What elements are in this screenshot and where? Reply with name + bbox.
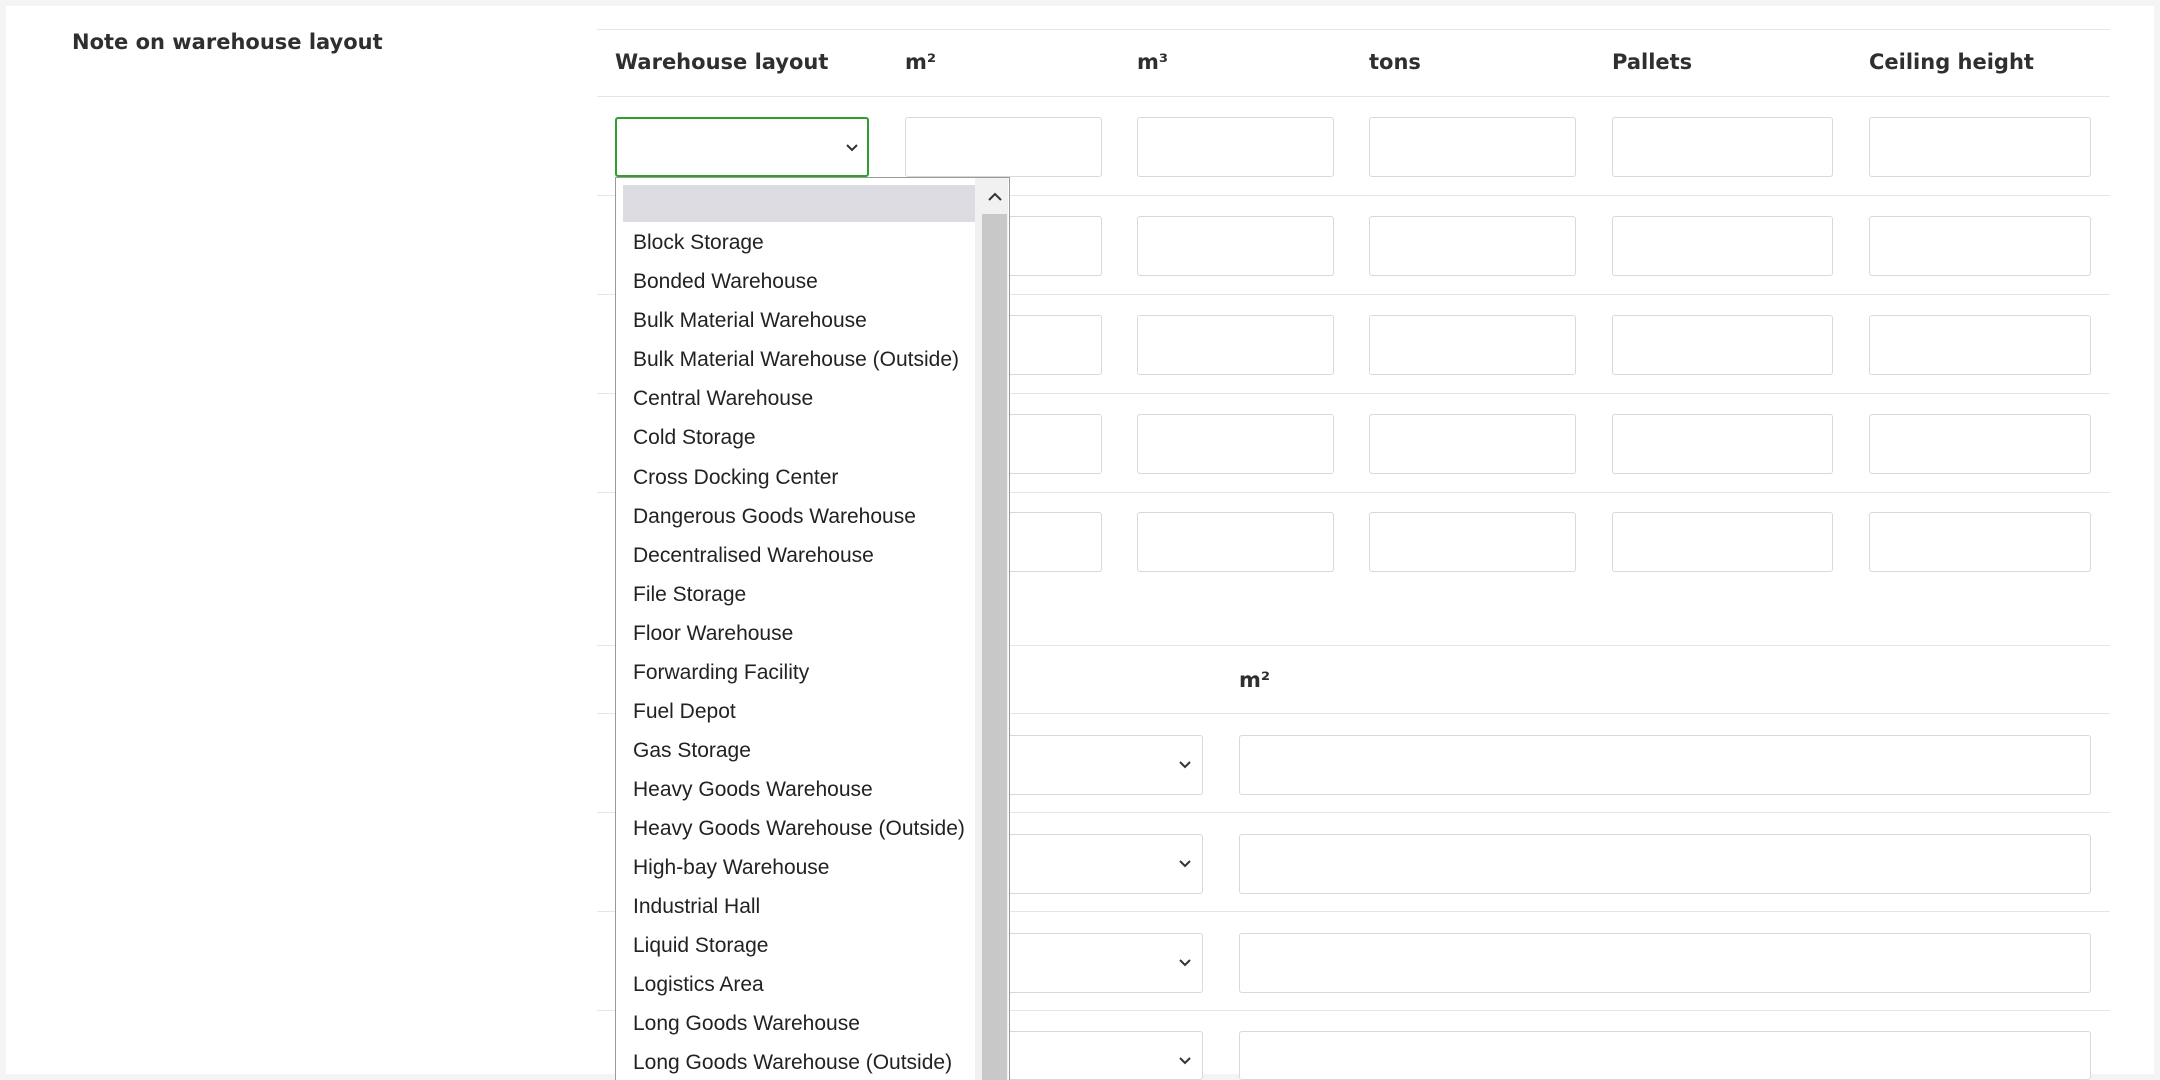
dropdown-option[interactable]: Heavy Goods Warehouse: [633, 778, 873, 801]
volume-input[interactable]: [1137, 512, 1334, 572]
dropdown-option[interactable]: Central Warehouse: [633, 387, 814, 410]
col-header-ceiling-height: Ceiling height: [1869, 50, 2034, 74]
dropdown-option[interactable]: Heavy Goods Warehouse (Outside): [633, 817, 965, 840]
dropdown-option[interactable]: Liquid Storage: [633, 934, 769, 957]
area-input[interactable]: [1239, 735, 2091, 795]
area-input[interactable]: [1239, 834, 2091, 894]
dropdown-option[interactable]: Floor Warehouse: [633, 622, 794, 645]
tons-input[interactable]: [1369, 414, 1576, 474]
dropdown-option[interactable]: File Storage: [633, 583, 747, 606]
col-header-area: m²: [905, 50, 937, 74]
area-input[interactable]: [1239, 1031, 2091, 1080]
ceiling-height-input[interactable]: [1869, 117, 2091, 177]
dropdown-option[interactable]: Logistics Area: [633, 973, 764, 996]
warehouse-layout-dropdown: [615, 177, 1010, 1080]
col-header-pallets: Pallets: [1612, 50, 1693, 74]
col-header-volume: m³: [1137, 50, 1169, 74]
chevron-down-icon: [843, 139, 861, 157]
tons-input[interactable]: [1369, 216, 1576, 276]
dropdown-option[interactable]: Cross Docking Center: [633, 466, 839, 489]
col-header-area: m²: [1239, 668, 1271, 692]
chevron-down-icon: [1176, 855, 1194, 873]
tons-input[interactable]: [1369, 315, 1576, 375]
section-label: Note on warehouse layout: [72, 30, 383, 54]
ceiling-height-input[interactable]: [1869, 216, 2091, 276]
dropdown-option[interactable]: High-bay Warehouse: [633, 856, 830, 879]
chevron-down-icon: [1176, 1052, 1194, 1070]
dropdown-option[interactable]: Bulk Material Warehouse (Outside): [633, 348, 960, 371]
divider: [597, 29, 2110, 30]
warehouse-layout-select[interactable]: [615, 117, 869, 177]
area-input[interactable]: [905, 117, 1102, 177]
volume-input[interactable]: [1137, 117, 1334, 177]
pallets-input[interactable]: [1612, 315, 1833, 375]
volume-input[interactable]: [1137, 216, 1334, 276]
chevron-down-icon: [1176, 756, 1194, 774]
volume-input[interactable]: [1137, 315, 1334, 375]
dropdown-option-blank[interactable]: [623, 185, 975, 222]
dropdown-option[interactable]: Gas Storage: [633, 739, 751, 762]
pallets-input[interactable]: [1612, 117, 1833, 177]
chevron-down-icon: [1176, 954, 1194, 972]
ceiling-height-input[interactable]: [1869, 414, 2091, 474]
dropdown-option[interactable]: Bulk Material Warehouse: [633, 309, 867, 332]
ceiling-height-input[interactable]: [1869, 315, 2091, 375]
tons-input[interactable]: [1369, 117, 1576, 177]
col-header-warehouse-layout: Warehouse layout: [615, 50, 829, 74]
pallets-input[interactable]: [1612, 512, 1833, 572]
dropdown-scrollbar-thumb[interactable]: [982, 214, 1007, 1080]
tons-input[interactable]: [1369, 512, 1576, 572]
pallets-input[interactable]: [1612, 216, 1833, 276]
chevron-up-icon[interactable]: [982, 184, 1007, 209]
col-header-tons: tons: [1369, 50, 1421, 74]
dropdown-option[interactable]: Block Storage: [633, 231, 764, 254]
dropdown-option[interactable]: Fuel Depot: [633, 700, 736, 723]
ceiling-height-input[interactable]: [1869, 512, 2091, 572]
dropdown-option[interactable]: Cold Storage: [633, 426, 756, 449]
dropdown-option[interactable]: Industrial Hall: [633, 895, 761, 918]
dropdown-option[interactable]: Dangerous Goods Warehouse: [633, 505, 916, 528]
dropdown-option[interactable]: Forwarding Facility: [633, 661, 810, 684]
dropdown-option[interactable]: Long Goods Warehouse: [633, 1012, 860, 1035]
volume-input[interactable]: [1137, 414, 1334, 474]
dropdown-option[interactable]: Long Goods Warehouse (Outside): [633, 1051, 953, 1074]
divider: [597, 96, 2110, 97]
dropdown-option[interactable]: Bonded Warehouse: [633, 270, 818, 293]
dropdown-option[interactable]: Decentralised Warehouse: [633, 544, 874, 567]
area-input[interactable]: [1239, 933, 2091, 993]
pallets-input[interactable]: [1612, 414, 1833, 474]
